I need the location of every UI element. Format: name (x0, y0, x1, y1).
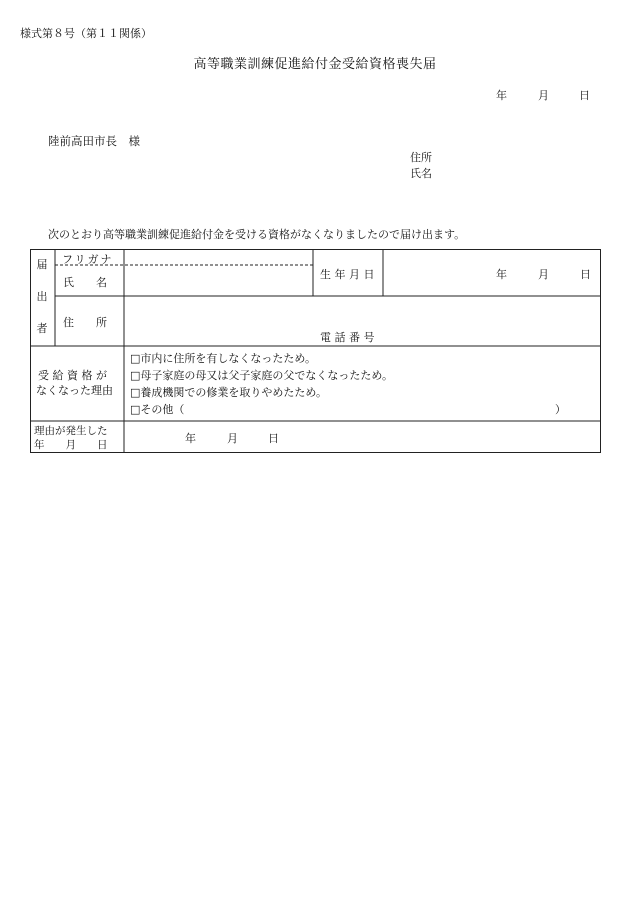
document-title: 高等職業訓練促進給付金受給資格喪失届 (193, 57, 437, 72)
reason-option-1[interactable]: □市内に住所を有しなくなったため。 (130, 352, 316, 365)
birth-date-label: 生 年 月 日 (320, 268, 375, 281)
reason-label-line-2: なくなった理由 (36, 384, 113, 397)
address-label: 住 所 (63, 316, 107, 329)
occurred-label-line-2: 年 月 日 (34, 439, 108, 451)
applicant-address-label: 住所 (410, 151, 432, 164)
furigana-label: フリガナ (62, 253, 114, 266)
addressee: 陸前高田市長 様 (48, 134, 140, 148)
reason-option-2[interactable]: □母子家庭の母又は父子家庭の父でなくなったため。 (130, 369, 393, 382)
applicant-header-char-1: 届 (36, 258, 48, 271)
reason-other-close: ） (555, 403, 566, 416)
application-table (30, 249, 601, 453)
reason-option-other[interactable]: □その他（ (130, 403, 185, 416)
statement-text: 次のとおり高等職業訓練促進給付金を受ける資格がなくなりましたので届け出ます。 (48, 228, 466, 241)
submission-date-month: 月 (538, 89, 549, 102)
occurred-date-month: 月 (227, 432, 238, 445)
reason-label-line-1: 受 給 資 格 が (38, 369, 107, 382)
submission-date-day: 日 (579, 89, 590, 102)
occurred-date-year: 年 (185, 432, 196, 445)
occurred-date-day: 日 (268, 432, 279, 445)
birth-date-month: 月 (538, 268, 549, 281)
applicant-header-char-3: 者 (36, 322, 48, 335)
birth-date-day: 日 (580, 268, 591, 281)
applicant-name-label: 氏名 (410, 167, 432, 180)
applicant-header-char-2: 出 (36, 290, 48, 303)
occurred-label-line-1: 理由が発生した (34, 425, 108, 437)
name-label: 氏 名 (63, 276, 107, 289)
reason-option-3[interactable]: □養成機関での修業を取りやめたため。 (130, 386, 327, 399)
form-number: 様式第８号（第１１関係） (20, 27, 152, 40)
phone-label: 電 話 番 号 (320, 331, 375, 344)
birth-date-year: 年 (496, 268, 507, 281)
submission-date-year: 年 (496, 89, 507, 102)
